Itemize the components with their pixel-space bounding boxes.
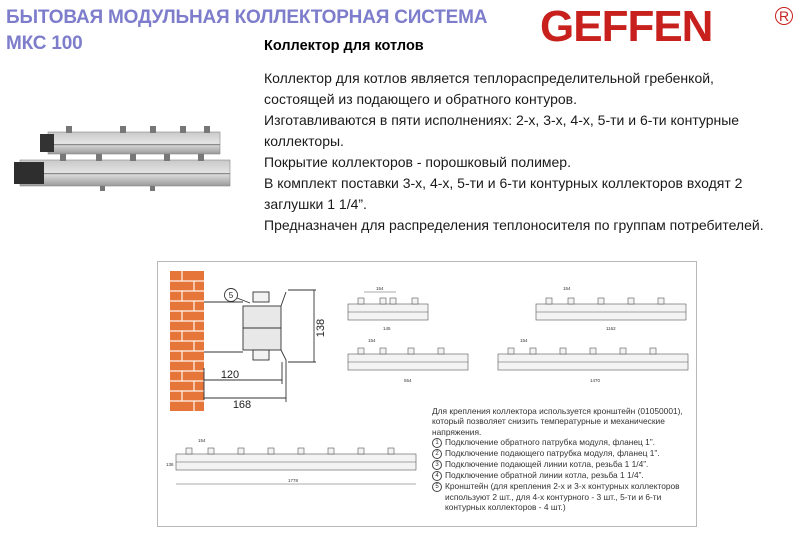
- legend-number: 3: [432, 460, 442, 470]
- registered-mark: R: [775, 7, 793, 25]
- legend-text: Подключение подающей линии котла, резьба 1 1/4”.: [445, 459, 649, 470]
- offset-dim: 136: [166, 462, 174, 467]
- paragraph-4: В комплект поставки 3-х, 4-х, 5-ти и 6-ти контурных коллекторов входят 2 заглушки 1 1/4”.: [264, 175, 743, 212]
- dim-6-a: 154: [198, 438, 206, 443]
- paragraph-1: Коллектор для котлов является теплораспределительной гребенкой, состоящей из подающего и обратного контуров.: [264, 70, 714, 107]
- legend-item: [432, 448, 702, 459]
- len-2: 145: [383, 326, 391, 331]
- section-description: [264, 68, 784, 236]
- manifold-photo: [0, 110, 250, 200]
- legend-list: [432, 437, 702, 512]
- dim-3-a: 154: [563, 286, 571, 291]
- dim-2-a: 154: [376, 286, 384, 291]
- len-4: 554: [404, 378, 412, 383]
- manifold-4-circuit: [348, 348, 468, 370]
- bracket-section: [204, 289, 316, 403]
- legend-item: [432, 470, 702, 481]
- paragraph-5: Предназначен для распределения теплоносителя по группам потребителей.: [264, 217, 764, 233]
- len-5: 1470: [590, 378, 601, 383]
- dim-outer: 168: [232, 399, 252, 411]
- dim-inner: 120: [220, 369, 240, 381]
- paragraph-3: Покрытие коллекторов - порошковый полимер.: [264, 154, 571, 170]
- legend-text: Подключение обратного патрубка модуля, фланец 1”.: [445, 437, 655, 448]
- drawing-legend: [432, 406, 702, 512]
- len-3: 1162: [606, 326, 616, 331]
- legend-number: 1: [432, 438, 442, 448]
- legend-text: Кронштейн (для крепления 2-х и 3-х контурных коллекторов используют 2 шт., для 4-х контурного - 3 шт., 5-ти и 6-ти контурных коллекторов - 4 шт.): [445, 481, 680, 513]
- legend-number: 4: [432, 471, 442, 481]
- paragraph-2: Изготавливаются в пяти исполнениях: 2-х, 3-х, 4-х, 5-ти и 6-ти контурные коллекторы.: [264, 112, 740, 149]
- manifold-3-circuit: [536, 298, 686, 320]
- legend-text: Подключение обратной линии котла, резьба 1 1/4”.: [445, 470, 644, 481]
- legend-intro: Для крепления коллектора используется кронштейн (01050001), который позволяет снизить температурные и механические напряжения.: [432, 406, 683, 437]
- bracket-callout: 5: [228, 291, 234, 300]
- legend-item: [432, 437, 702, 448]
- legend-text: Подключение подающего патрубка модуля, фланец 1”.: [445, 448, 660, 459]
- dim-4-a: 154: [368, 338, 376, 343]
- manifold-5-circuit: [498, 348, 688, 370]
- manifold-2-circuit: [348, 292, 428, 320]
- section-title: Коллектор для котлов: [264, 38, 424, 54]
- dim-5-a: 154: [520, 338, 528, 343]
- brand-logo: GEFFEN: [540, 2, 713, 51]
- brick-wall: [170, 271, 204, 411]
- title-line-2: МКС 100: [6, 33, 83, 54]
- dim-height: 138: [315, 318, 327, 338]
- title-line-1: БЫТОВАЯ МОДУЛЬНАЯ КОЛЛЕКТОРНАЯ СИСТЕМА: [6, 7, 488, 28]
- legend-number: 2: [432, 449, 442, 459]
- legend-number: 5: [432, 482, 442, 492]
- legend-item: [432, 459, 702, 470]
- len-6: 1778: [288, 478, 299, 483]
- legend-item: [432, 481, 702, 512]
